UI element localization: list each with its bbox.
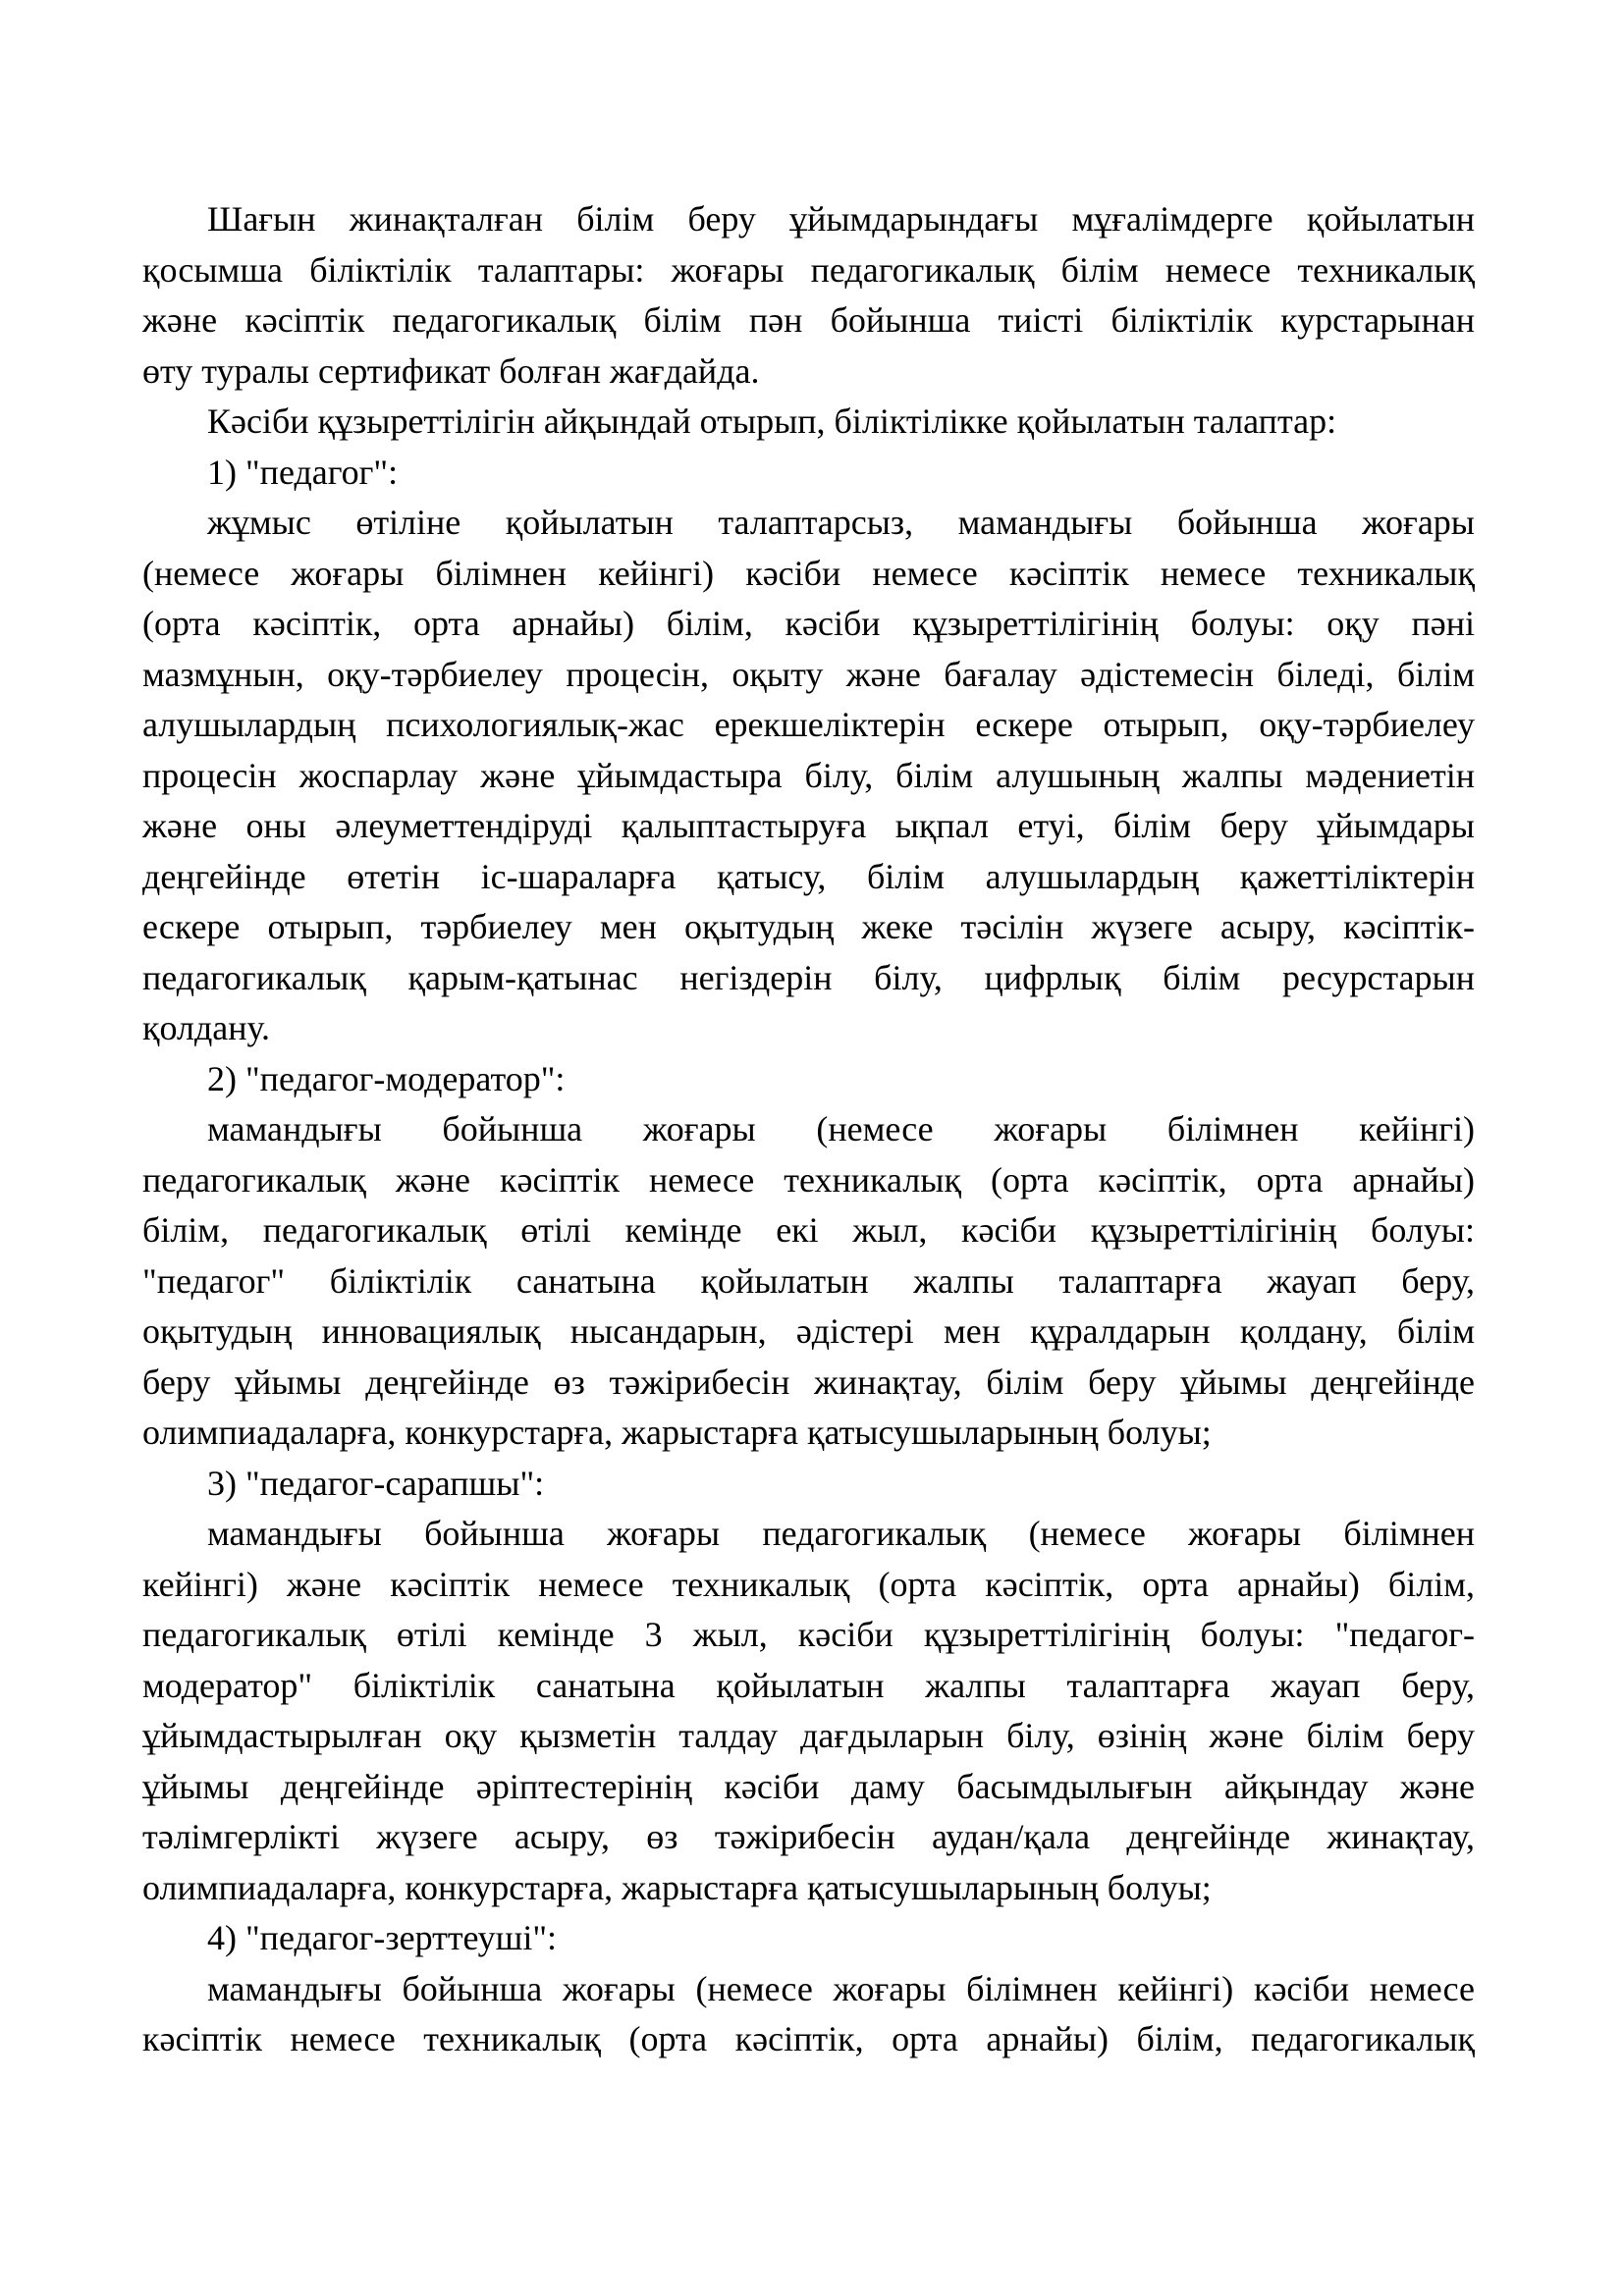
text-line: мамандығы бойынша жоғары (немесе жоғары білімнен кейінгі) кәсіби немесе: [207, 1968, 1475, 2008]
text-line: қосымша біліктілік талаптары: жоғары педагогикалық білім немесе техникалық: [142, 249, 1475, 290]
text-line: ұйымдастырылған оқу қызметін талдау дағдыларын білу, өзінің және білім беру: [142, 1716, 1475, 1755]
text-line: олимпиадаларға, конкурстарға, жарыстарға қатысушыларының болуы;: [142, 1867, 1212, 1907]
text-line: педагогикалық қарым-қатынас негіздерін білу, цифрлық білім ресурстарын: [142, 957, 1475, 997]
document-body: [142, 194, 1475, 2065]
text-line: 2) "педагог-модератор":: [207, 1058, 566, 1098]
paragraph-1: [142, 194, 1475, 397]
text-line: "педагог" біліктілік санатына қойылатын жалпы талаптарға жауап беру,: [142, 1260, 1475, 1301]
text-line: тәлімгерлікті жүзеге асыру, өз тәжірибесін аудан/қала деңгейінде жинақтау,: [142, 1817, 1475, 1856]
text-line: кейінгі) және кәсіптік немесе техникалық (орта кәсіптік, орта арнайы) білім,: [142, 1564, 1475, 1604]
paragraph-8: [142, 1509, 1475, 1913]
text-line: және оны әлеуметтендіруді қалыптастыруға ықпал етуі, білім беру ұйымдары: [142, 806, 1475, 845]
text-line: олимпиадаларға, конкурстарға, жарыстарға қатысушыларының болуы;: [142, 1413, 1212, 1452]
text-line: мамандығы бойынша жоғары (немесе жоғары білімнен кейінгі): [207, 1109, 1475, 1148]
text-line: жұмыс өтіліне қойылатын талаптарсыз, мамандығы бойынша жоғары: [207, 503, 1475, 542]
paragraph-9: [142, 1913, 1475, 1964]
text-line: ұйымы деңгейінде әріптестерінің кәсіби даму басымдылығын айқындау және: [142, 1766, 1475, 1806]
text-line: 3) "педагог-сарапшы":: [207, 1463, 545, 1503]
text-line: (немесе жоғары білімнен кейінгі) кәсіби немесе кәсіптік немесе техникалық: [142, 553, 1475, 593]
text-line: 4) "педагог-зерттеуші":: [207, 1918, 558, 1957]
text-line: 1) "педагог":: [207, 452, 399, 492]
text-line: кәсіптік немесе техникалық (орта кәсіптік, орта арнайы) білім, педагогикалық: [142, 2019, 1475, 2058]
text-line: деңгейінде өтетін іс-шараларға қатысу, білім алушылардың қажеттіліктерін: [142, 856, 1475, 896]
paragraph-3: [142, 448, 1475, 499]
text-line: алушылардың психологиялық-жас ерекшеліктерін ескере отырып, оқу-тәрбиелеу: [142, 705, 1475, 744]
text-line: модератор" біліктілік санатына қойылатын жалпы талаптарға жауап беру,: [142, 1665, 1475, 1705]
text-line: мазмұнын, оқу-тәрбиелеу процесін, оқыту және бағалау әдістемесін біледі, білім: [142, 654, 1475, 694]
paragraph-10: [142, 1964, 1475, 2065]
text-line: оқытудың инновациялық нысандарын, әдістері мен құралдарын қолдану, білім: [142, 1311, 1475, 1351]
text-line: білім, педагогикалық өтілі кемінде екі жыл, кәсіби құзыреттілігінің болуы:: [142, 1210, 1475, 1250]
text-line: процесін жоспарлау және ұйымдастыра білу, білім алушының жалпы мәдениетін: [142, 755, 1475, 795]
text-line: беру ұйымы деңгейінде өз тәжірибесін жинақтау, білім беру ұйымы деңгейінде: [142, 1362, 1475, 1402]
paragraph-5: [142, 1054, 1475, 1105]
paragraph-7: [142, 1459, 1475, 1510]
text-line: Кәсіби құзыреттілігін айқындай отырып, біліктілікке қойылатын талаптар:: [207, 401, 1337, 441]
text-line: (орта кәсіптік, орта арнайы) білім, кәсіби құзыреттілігінің болуы: оқу пәні: [142, 604, 1475, 643]
text-line: педагогикалық өтілі кемінде 3 жыл, кәсіби құзыреттілігінің болуы: "педагог-: [142, 1615, 1475, 1654]
text-line: қолдану.: [142, 1008, 270, 1047]
paragraph-4: [142, 498, 1475, 1054]
paragraph-2: [142, 397, 1475, 448]
text-line: мамандығы бойынша жоғары педагогикалық (немесе жоғары білімнен: [207, 1514, 1475, 1553]
paragraph-6: [142, 1104, 1475, 1459]
text-line: және кәсіптік педагогикалық білім пән бойынша тиісті біліктілік курстарынан: [142, 300, 1475, 340]
text-line: педагогикалық және кәсіптік немесе техникалық (орта кәсіптік, орта арнайы): [142, 1159, 1475, 1200]
text-line: ескере отырып, тәрбиелеу мен оқытудың жеке тәсілін жүзеге асыру, кәсіптік-: [142, 907, 1475, 946]
text-line: өту туралы сертификат болған жағдайда.: [142, 350, 760, 391]
text-line: Шағын жинақталған білім беру ұйымдарындағы мұғалімдерге қойылатын: [207, 199, 1475, 239]
